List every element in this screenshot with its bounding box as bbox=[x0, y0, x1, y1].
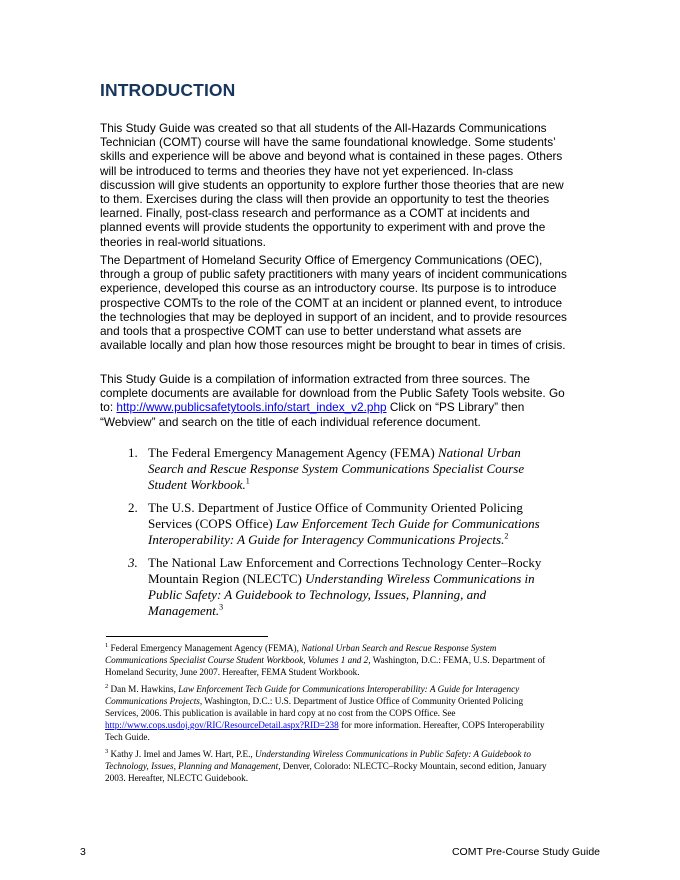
intro-paragraph-3 bbox=[100, 372, 570, 429]
source-title: National Urban Search and Rescue Response System Communications Specialist Course Student Workbook bbox=[148, 445, 525, 492]
source-title-end: . bbox=[215, 603, 220, 618]
source-text: The National Law Enforcement and Corrections Technology Center–Rocky Mountain Region (NLECTC) bbox=[148, 555, 542, 586]
page-title: INTRODUCTION bbox=[100, 80, 236, 100]
footnote-2 bbox=[105, 683, 555, 743]
source-text: The U.S. Department of Justice Office of Community Oriented Policing Services (COPS Office) bbox=[148, 500, 523, 531]
source-title: Understanding Wireless Communications in Public Safety: A Guidebook to Technology, Issues, Planning, and Management bbox=[148, 571, 535, 618]
footnote-marker: 1 bbox=[105, 641, 109, 649]
source-list bbox=[128, 445, 558, 626]
intro-paragraph-2: The Department of Homeland Security Office of Emergency Communications (OEC), through a group of public safety practitioners with many years of incident communications experience, developed this course as an introductory course. Its purpose is to introduce prospective COMTs to the role of the COMT at an incident or planned event, to introduce the technologies that may be deployed in support of an incident, and to provide resources and tools that a prospective COMT can use to better understand what assets are available locally and plan how those resources might be brought to bear in times of crisis. bbox=[100, 253, 567, 353]
footnote-text: , Washington, D.C.: FEMA, U.S. Department of Homeland Security, June 2007. Hereafter, FEMA Student Workbook. bbox=[105, 655, 546, 677]
footnote-title: National Urban Search and Rescue Response System Communications Specialist Course Student Workbook, Volumes 1 and 2 bbox=[105, 643, 497, 665]
para3-text-before-link: This Study Guide is a compilation of information extracted from three sources. The complete documents are available for download from the Public Safety Tools website. Go to: bbox=[100, 372, 565, 415]
footnote-reference[interactable]: 3 bbox=[219, 602, 224, 612]
footnote-reference[interactable]: 2 bbox=[504, 531, 509, 541]
footnote-text: Federal Emergency Management Agency (FEMA), bbox=[108, 643, 302, 653]
footnote-title: Understanding Wireless Communications in Public Safety: A Guidebook to Technology, Issues, Planning and Management bbox=[105, 749, 531, 771]
source-number: 3. bbox=[128, 555, 138, 570]
source-item-1 bbox=[128, 445, 558, 493]
footnote-marker: 2 bbox=[105, 682, 109, 690]
footnote-text: , Denver, Colorado: NLECTC–Rocky Mountain, second edition, January 2003. Hereafter, NLECTC Guidebook. bbox=[105, 761, 547, 783]
source-title-end: . bbox=[242, 477, 246, 492]
para3-text-after-link: Click on “PS Library” then “Webview” and search on the title of each individual reference document. bbox=[100, 400, 525, 429]
source-title-end: . bbox=[501, 532, 505, 547]
source-title: Law Enforcement Tech Guide for Communications Interoperability: A Guide for Interagency Communications Projects bbox=[148, 516, 540, 547]
footnotes bbox=[105, 642, 555, 789]
footnote-1 bbox=[105, 642, 555, 678]
footnote-text: Kathy J. Imel and James W. Hart, P.E., bbox=[108, 749, 255, 759]
source-number: 1. bbox=[128, 445, 138, 460]
page-number: 3 bbox=[80, 846, 86, 858]
intro-paragraph-1: This Study Guide was created so that all students of the All-Hazards Communications Technician (COMT) course will have the same foundational knowledge. Some students’ skills and experience will be above and beyond what is contained in these pages. Others will be introduced to terms and theories they have not yet experienced. In-class discussion will give students an opportunity to explore further those theories that are new to them. Exercises during the class will then provide an opportunity to test the theories learned. Finally, post-class research and performance as a COMT at incidents and planned events will provide students the opportunity to experiment with and prove the theories in real-world situations. bbox=[100, 121, 564, 249]
footnote-text: , Washington, D.C.: U.S. Department of Justice Office of Community Oriented Policing Services, 2006. This publication is available in hard copy at no cost from the COPS Office. See bbox=[105, 696, 524, 718]
footnote-marker: 3 bbox=[105, 747, 109, 755]
footnote-separator bbox=[106, 636, 268, 637]
footnote-title: Law Enforcement Tech Guide for Communications Interoperability: A Guide for Interagency Communications Projects bbox=[105, 684, 520, 706]
source-item-2 bbox=[128, 500, 558, 548]
source-number: 2. bbox=[128, 500, 138, 515]
footnote-reference[interactable]: 1 bbox=[245, 476, 250, 486]
cops-resource-link[interactable]: http://www.cops.usdoj.gov/RIC/ResourceDetail.aspx?RID=238 bbox=[105, 720, 339, 730]
source-item-3 bbox=[128, 555, 558, 619]
footnote-text: for more information. Hereafter, COPS Interoperability Tech Guide. bbox=[105, 720, 545, 742]
public-safety-tools-link[interactable]: http://www.publicsafetytools.info/start_index_v2.php bbox=[116, 400, 387, 415]
source-text: The Federal Emergency Management Agency (FEMA) bbox=[148, 445, 438, 460]
footer-title: COMT Pre-Course Study Guide bbox=[451, 846, 600, 858]
footnote-3 bbox=[105, 748, 555, 784]
footnote-text: Dan M. Hawkins, bbox=[108, 684, 179, 694]
